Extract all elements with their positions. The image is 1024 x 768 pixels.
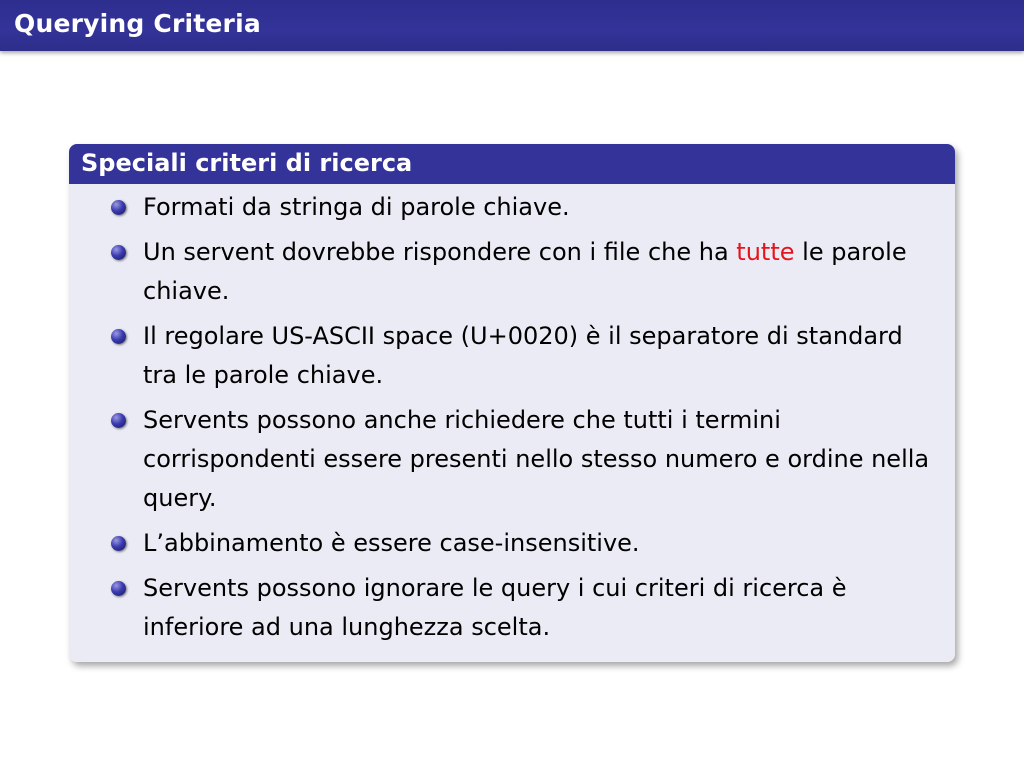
emphasized-word: tutte bbox=[736, 238, 795, 266]
frame-title: Querying Criteria bbox=[14, 9, 261, 38]
list-item bbox=[69, 188, 949, 227]
ball-bullet-icon bbox=[111, 245, 126, 260]
ball-bullet-icon bbox=[111, 581, 126, 596]
bullet-list bbox=[69, 188, 949, 653]
block-body bbox=[69, 184, 955, 662]
list-item bbox=[69, 401, 949, 518]
list-item-text: L’abbinamento è essere case-insensitive. bbox=[143, 529, 640, 557]
block-title: Speciali criteri di ricerca bbox=[81, 149, 413, 177]
list-item bbox=[69, 317, 949, 395]
list-item bbox=[69, 569, 949, 647]
list-item-text: Servents possono ignorare le query i cui criteri di ricerca è inferiore ad una lunghezza scelta. bbox=[143, 574, 847, 641]
list-item-text: Il regolare US-ASCII space (U+0020) è il separatore di standard tra le parole chiave. bbox=[143, 322, 903, 389]
list-item-text: Servents possono anche richiedere che tutti i termini corrispondenti essere presenti nello stesso numero e ordine nella query. bbox=[143, 406, 930, 512]
list-item-text-after: le parole chiave. bbox=[143, 238, 907, 305]
ball-bullet-icon bbox=[111, 536, 126, 551]
block-header bbox=[69, 144, 955, 184]
ball-bullet-icon bbox=[111, 413, 126, 428]
content-block bbox=[69, 144, 955, 662]
list-item bbox=[69, 233, 949, 311]
ball-bullet-icon bbox=[111, 200, 126, 215]
list-item-text-before: Un servent dovrebbe rispondere con i file che ha bbox=[143, 238, 737, 266]
frame-title-bar bbox=[0, 0, 1024, 51]
ball-bullet-icon bbox=[111, 329, 126, 344]
list-item-text: Formati da stringa di parole chiave. bbox=[143, 193, 570, 221]
list-item bbox=[69, 524, 949, 563]
